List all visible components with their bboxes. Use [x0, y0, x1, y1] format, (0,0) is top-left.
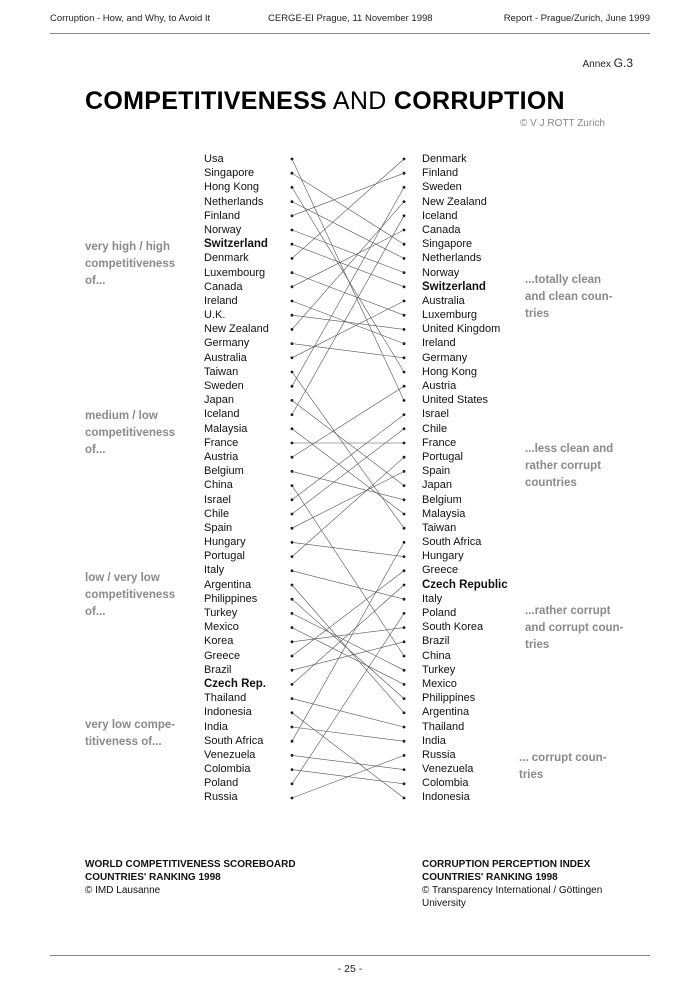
country-entry: Brazil: [204, 663, 232, 676]
country-entry: China: [422, 649, 451, 662]
left-band-line: titiveness of...: [85, 735, 162, 748]
connector-line: [292, 457, 404, 556]
connector-line: [292, 727, 404, 741]
country-entry: Singapore: [422, 238, 473, 251]
country-entry: Sweden: [204, 380, 244, 392]
connector-line: [292, 471, 404, 528]
country-entry: Japan: [204, 394, 234, 407]
country-entry: Canada: [422, 223, 461, 236]
country-entry: Russia: [204, 791, 238, 804]
country-entry: Australia: [422, 294, 465, 307]
footer-left-line2: COUNTRIES' RANKING 1998: [85, 872, 221, 883]
country-entry: Germany: [204, 337, 250, 350]
country-entry: Canada: [204, 280, 243, 293]
connector-line: [292, 159, 404, 258]
footer-left-line1: WORLD COMPETITIVENESS SCOREBOARD: [85, 859, 296, 870]
connector-line: [292, 585, 404, 684]
title-part3: CORRUPTION: [393, 87, 565, 115]
country-entry: Venezuela: [204, 748, 256, 761]
country-entry: Portugal: [422, 450, 463, 463]
right-band-line: rather corrupt: [525, 459, 602, 472]
country-entry: Spain: [422, 465, 451, 478]
connector-line: [292, 344, 404, 358]
country-entry: Colombia: [204, 763, 251, 776]
country-entry: Turkey: [422, 663, 456, 676]
connector-line: [292, 202, 404, 259]
country-entry: France: [204, 436, 239, 449]
country-entry: Chile: [204, 507, 230, 520]
country-entry: U.K.: [204, 309, 226, 322]
right-band-line: tries: [525, 307, 550, 320]
right-band-line: tries: [519, 768, 544, 781]
country-entry: Poland: [204, 777, 239, 790]
country-entry: Netherlands: [204, 195, 264, 208]
connector-line: [292, 230, 404, 287]
country-entry: India: [204, 720, 228, 733]
country-entry: Russia: [422, 748, 456, 761]
title-copyright: © V J ROTT Zurich: [520, 118, 605, 129]
country-entry: Greece: [204, 649, 241, 662]
left-band-line: very high / high: [85, 241, 170, 253]
country-entry: Taiwan: [204, 365, 239, 378]
country-entry: Venezuela: [422, 763, 474, 776]
connector-line: [292, 386, 404, 457]
country-entry: South Africa: [422, 536, 482, 549]
country-entry: India: [422, 734, 446, 747]
country-entry: Italy: [422, 592, 443, 605]
country-entry: Finland: [422, 167, 459, 180]
country-entry: Thailand: [422, 720, 465, 733]
connector-line: [292, 486, 404, 656]
connector-line: [292, 571, 404, 599]
country-entry: New Zealand: [422, 195, 487, 208]
country-entry: Ireland: [422, 337, 456, 350]
country-entry: Colombia: [422, 777, 469, 790]
country-entry: Usa: [204, 153, 224, 165]
header-center: CERGE-EI Prague, 11 November 1998: [268, 13, 433, 24]
left-dot: [291, 214, 294, 217]
left-band-line: competitiveness: [85, 426, 176, 439]
country-entry: Turkey: [204, 607, 238, 619]
left-band-line: low / very low: [85, 572, 160, 584]
footer-right-line4: University: [422, 898, 466, 909]
country-entry: Germany: [422, 351, 468, 364]
page-number: - 25 -: [337, 963, 363, 975]
left-band-line: competitiveness: [85, 257, 176, 270]
left-band-line: very low compe-: [85, 719, 176, 731]
country-entry: Austria: [422, 380, 457, 392]
country-entry: Australia: [204, 351, 247, 364]
annex-code: G.3: [613, 56, 633, 70]
connector-line: [292, 571, 404, 656]
country-entry: Czech Rep.: [204, 677, 266, 690]
title-part1: COMPETITIVENESS: [85, 87, 328, 115]
country-entry: Mexico: [422, 677, 457, 690]
country-entry: Israel: [204, 493, 231, 506]
country-entry: Ireland: [204, 294, 238, 307]
country-entry: United Kingdom: [422, 323, 501, 336]
country-entry: Israel: [422, 408, 449, 421]
header-right: Report - Prague/Zurich, June 1999: [503, 13, 650, 24]
connector-line: [292, 599, 404, 698]
connector-line: [292, 216, 404, 415]
connector-line: [292, 301, 404, 358]
country-entry: Mexico: [204, 621, 239, 634]
country-entry: South Africa: [204, 734, 264, 747]
country-entry: Iceland: [422, 209, 458, 222]
country-entry: Switzerland: [204, 238, 268, 251]
connector-line: [292, 471, 404, 499]
connector-line: [292, 230, 404, 273]
right-dot: [403, 243, 406, 246]
annex-prefix: Annex: [582, 59, 611, 70]
country-entry: Czech Republic: [422, 578, 508, 591]
country-entry: Luxembourg: [204, 266, 266, 279]
left-band-line: of...: [85, 274, 106, 287]
connector-line: [292, 372, 404, 528]
right-band-line: tries: [525, 638, 550, 651]
country-entry: Belgium: [422, 493, 462, 506]
right-band-line: ... corrupt coun-: [519, 752, 607, 764]
connector-line: [292, 542, 404, 556]
country-entry: South Korea: [422, 621, 484, 634]
footer-rule: [50, 955, 650, 956]
country-entry: Norway: [422, 266, 460, 279]
country-entry: Norway: [204, 223, 242, 236]
country-entry: Finland: [204, 209, 241, 222]
country-entry: Italy: [204, 564, 225, 577]
country-entry: Hong Kong: [204, 181, 260, 194]
country-entry: Austria: [204, 450, 239, 463]
country-entry: Argentina: [422, 706, 470, 719]
country-entry: Brazil: [422, 635, 450, 648]
country-entry: Greece: [422, 564, 459, 577]
footer-right-line1: CORRUPTION PERCEPTION INDEX: [422, 859, 591, 870]
country-entry: Indonesia: [204, 706, 252, 719]
country-entry: Korea: [204, 635, 234, 648]
connector-line: [292, 187, 404, 386]
connector-line: [292, 315, 404, 329]
header-left: Corruption - How, and Why, to Avoid It: [50, 13, 211, 24]
country-entry: Poland: [422, 607, 457, 619]
footer-left-source: [85, 858, 296, 897]
country-entry: Hungary: [204, 536, 246, 549]
country-entry: Spain: [204, 521, 233, 534]
country-entry: Malaysia: [422, 507, 466, 520]
country-entry: Chile: [422, 422, 448, 435]
country-entry: Argentina: [204, 578, 252, 591]
country-entry: Denmark: [204, 252, 249, 265]
connector-line: [292, 755, 404, 769]
right-band-line: and corrupt coun-: [525, 621, 624, 634]
footer-right-line2: COUNTRIES' RANKING 1998: [422, 872, 558, 883]
left-band-line: medium / low: [85, 410, 158, 422]
country-entry: Sweden: [422, 181, 462, 194]
footer-right-line3: © Transparency International / Göttingen: [422, 885, 603, 896]
connector-line: [292, 642, 404, 670]
country-entry: Portugal: [204, 550, 245, 563]
country-entry: Singapore: [204, 167, 255, 180]
connector-line: [292, 202, 404, 330]
right-band-line: countries: [525, 476, 577, 489]
country-entry: Hong Kong: [422, 365, 478, 378]
right-band-line: ...totally clean: [525, 274, 602, 286]
country-entry: Malaysia: [204, 422, 248, 435]
country-entry: France: [422, 436, 457, 449]
country-entry: Thailand: [204, 692, 247, 705]
footer-right-source: [422, 858, 602, 910]
country-entry: Indonesia: [422, 791, 470, 804]
country-entry: China: [204, 479, 233, 492]
country-entry: United States: [422, 394, 489, 407]
country-entry: Taiwan: [422, 521, 457, 534]
country-entry: Hungary: [422, 550, 464, 563]
country-entry: Iceland: [204, 408, 240, 421]
left-band-line: of...: [85, 605, 106, 618]
left-band-line: competitiveness: [85, 588, 176, 601]
country-entry: Switzerland: [422, 280, 486, 293]
footer-left-line3: © IMD Lausanne: [85, 885, 161, 896]
right-band-line: ...rather corrupt: [525, 605, 611, 617]
country-entry: New Zealand: [204, 323, 269, 336]
connector-line: [292, 187, 404, 372]
title-part2: AND: [332, 87, 387, 115]
right-band-line: and clean coun-: [525, 290, 613, 303]
country-entry: Denmark: [422, 153, 467, 165]
connector-line: [292, 542, 404, 741]
connector-line: [292, 713, 404, 798]
connector-line: [292, 699, 404, 727]
connector-line: [292, 613, 404, 783]
left-band-line: of...: [85, 443, 106, 456]
connector-line: [292, 755, 404, 798]
country-entry: Luxemburg: [422, 309, 478, 322]
right-band-line: ...less clean and: [525, 443, 614, 455]
connector-line: [292, 415, 404, 500]
country-entry: Philippines: [422, 692, 476, 705]
country-entry: Belgium: [204, 465, 244, 478]
country-entry: Philippines: [204, 592, 258, 605]
country-entry: Japan: [422, 479, 452, 492]
country-entry: Netherlands: [422, 252, 482, 265]
